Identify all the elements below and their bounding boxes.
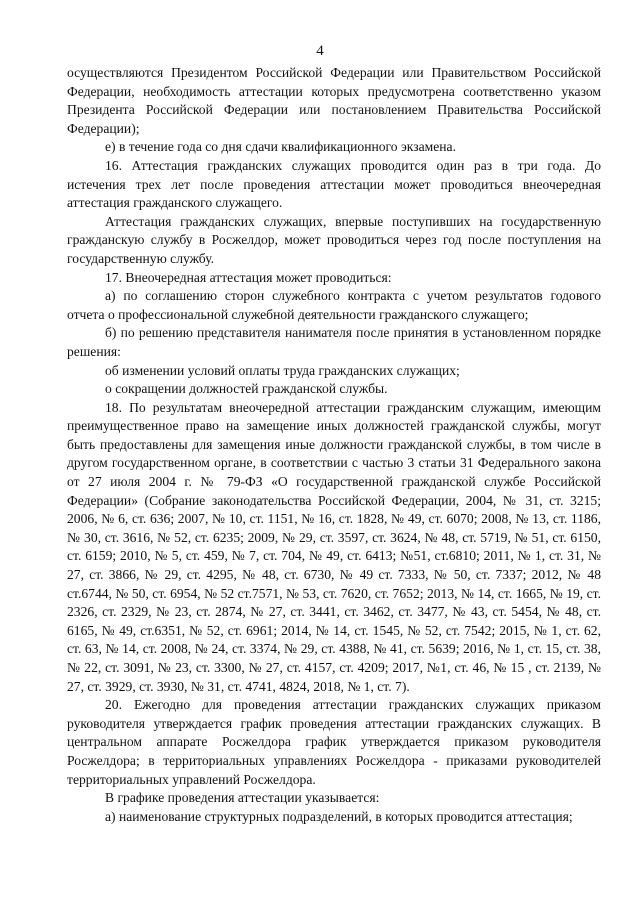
paragraph: Аттестация гражданских служащих, впервые поступивших на государственную гражданскую службу в Росжелдор, может проводиться через год после поступления на государственную службу. (67, 213, 601, 266)
paragraph: 16. Аттестация гражданских служащих проводится один раз в три года. До истечения трех лет после проведения аттестации может проводиться внеочередная аттестация гражданского служащего. (67, 157, 601, 211)
paragraph: а) по соглашению сторон служебного контракта с учетом результатов годового отчета о профессиональной служебной деятельности гражданского служащего; (67, 288, 601, 322)
paragraph: 20. Ежегодно для проведения аттестации гражданских служащих приказом руководителя утверждается график проведения аттестации гражданских служащих. В центральном аппарате Росжелдора график утверждается приказом руководителя Росжелдора; в территориальных управлениях Росжелдора - приказами руководителей территориальных управлений Росжелдора. (67, 697, 601, 787)
paragraph: о сокращении должностей гражданской службы. (105, 381, 388, 397)
page-number: 4 (316, 43, 324, 59)
paragraph: 17. Внеочередная аттестация может проводиться: (105, 269, 392, 285)
document-body (67, 64, 601, 826)
paragraph: 18. По результатам внеочередной аттестации гражданским служащим, имеющим преимущественное право на замещение иных должностей гражданской службы, могут быть предоставлены для замещения иные должности гражданской службы, в том числе в другом государственном органе, в соответствии с частью 3 статьи 31 Федерального закона от 27 июля 2004 г. № 79-ФЗ «О государственной гражданской службе Российской Федерации» (Собрание законодательства Российской Федерации, 2004, № 31, ст. 3215; 2006, № 6, ст. 636; 2007, № 10, ст. 1151, № 16, ст. 1828, № 49, ст. 6070; 2008, № 13, ст. 1186, № 30, ст. 3616, № 52, ст. 6235; 2009, № 29, ст. 3597, ст. 3624, № 48, ст. 5719, № 51, ст. 6150, ст. 6159; 2010, № 5, ст. 459, № 7, ст. 704, № 49, ст. 6413; №51, ст.6810; 2011, № 1, ст. 31, № 27, ст. 3866, № 29, ст. 4295, № 48, ст. 6730, № 49 ст. 7333, № 50, ст. 7337; 2012, № 48 ст.6744, № 50, ст. 6954, № 52 ст.7571, № 53, ст. 7620, ст. 7652; 2013, № 14, ст. 1665, № 19, ст. 2326, ст. 2329, № 23, ст. 2874, № 27, ст. 3441, ст. 3462, ст. 3477, № 43, ст. 5454, № 48, ст. 6165, № 49, ст.6351, № 52, ст. 6961; 2014, № 14, ст. 1545, № 52, ст. 7542; 2015, № 1, ст. 62, ст. 63, № 14, ст. 2008, № 24, ст. 3374, № 29, ст. 4388, № 41, ст. 5639; 2016, № 1, ст. 15, ст. 38, № 22, ст. 3091, № 23, ст. 3300, № 27, ст. 4157, ст. 4209; 2017, №1, ст. 46, № 15 , ст. 2139, № 27, ст. 3929, ст. 3930, № 31, ст. 4741, 4824, 2018, № 1, ст. 7). (67, 399, 601, 694)
paragraph: В графике проведения аттестации указывается: (105, 790, 380, 806)
paragraph: б) по решению представителя нанимателя после принятия в установленном порядке решения: (67, 325, 601, 359)
paragraph: е) в течение года со дня сдачи квалификационного экзамена. (105, 139, 456, 155)
paragraph: об изменении условий оплаты труда гражданских служащих; (105, 362, 460, 378)
paragraph: осуществляются Президентом Российской Федерации или Правительством Российской Федерации, необходимость аттестации которых предусмотрена соответственно указом Президента Российской Федерации или постановлением Правительства Российской Федерации); (67, 65, 601, 136)
paragraph: а) наименование структурных подразделений, в которых проводится аттестация; (105, 808, 573, 824)
